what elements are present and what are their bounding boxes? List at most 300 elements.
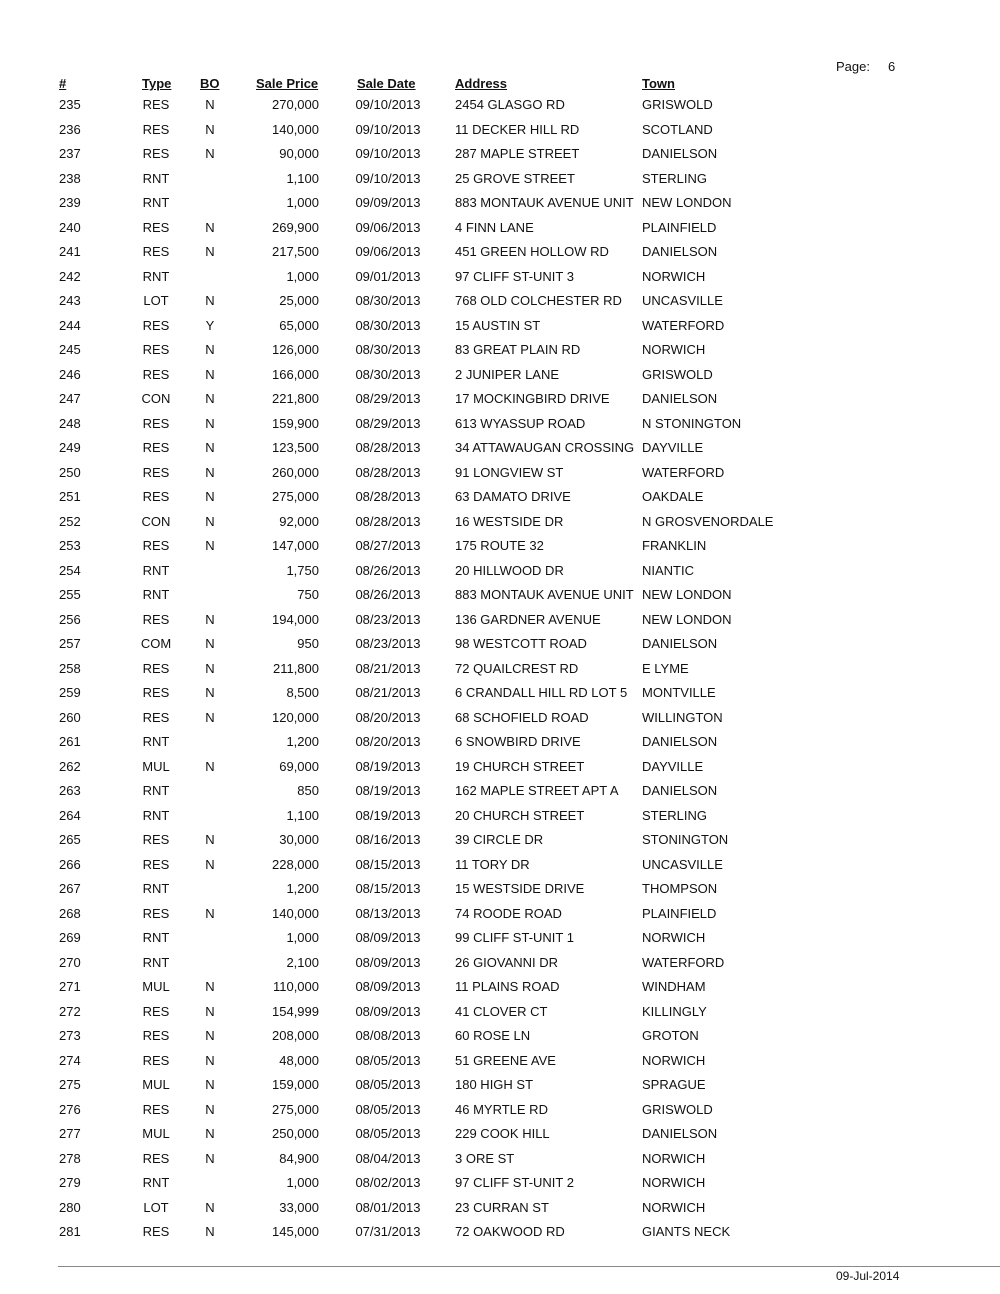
property-type: LOT (143, 1199, 169, 1215)
town: PLAINFIELD (642, 905, 717, 921)
bo-flag: N (205, 832, 215, 847)
table-row (0, 389, 1000, 409)
town: NEW LONDON (642, 587, 732, 602)
address: 15 AUSTIN ST (455, 317, 541, 333)
row-number: 253 (59, 538, 81, 553)
sale-date: 08/30/2013 (355, 293, 421, 308)
property-type: RES (142, 489, 170, 504)
bo-flag: N (205, 366, 215, 382)
sale-date: 08/20/2013 (355, 709, 421, 725)
sale-date: 08/26/2013 (355, 562, 421, 578)
town: NORWICH (642, 930, 706, 945)
sale-date: 08/13/2013 (355, 905, 421, 921)
row-number: 259 (59, 685, 81, 700)
sale-price: 269,900 (272, 219, 319, 235)
town: UNCASVILLE (642, 856, 723, 872)
sale-date: 08/30/2013 (355, 342, 421, 357)
address: 883 MONTAUK AVENUE UNIT (455, 195, 634, 210)
sale-date: 08/04/2013 (355, 1150, 421, 1166)
footer-divider (58, 1266, 1000, 1267)
sale-price: 208,000 (272, 1028, 319, 1043)
table-row (0, 242, 1000, 262)
sale-price: 140,000 (272, 905, 319, 921)
town: SPRAGUE (642, 1077, 706, 1092)
town: STONINGTON (642, 832, 729, 847)
row-number: 257 (59, 636, 81, 651)
table-row (0, 193, 1000, 213)
property-type: RES (142, 146, 170, 161)
row-number: 279 (59, 1175, 81, 1190)
property-type: RES (142, 1101, 170, 1117)
bo-flag: N (205, 97, 215, 112)
row-number: 268 (59, 905, 81, 921)
address: 99 CLIFF ST-UNIT 1 (455, 930, 574, 945)
bo-flag: N (205, 489, 215, 504)
town: GIANTS NECK (642, 1224, 731, 1239)
table-row (0, 585, 1000, 605)
property-type: RNT (142, 170, 170, 186)
sale-date: 08/29/2013 (355, 391, 421, 406)
address: 2454 GLASGO RD (455, 97, 565, 112)
property-type: RES (142, 1052, 170, 1068)
table-row (0, 438, 1000, 458)
sale-price: 110,000 (272, 979, 319, 994)
sale-price: 1,750 (286, 562, 319, 578)
town: E LYME (642, 660, 689, 676)
table-row (0, 757, 1000, 777)
property-type: RES (142, 905, 170, 921)
town: N GROSVENORDALE (642, 513, 774, 529)
bo-flag: N (205, 293, 215, 308)
address: 6 SNOWBIRD DRIVE (455, 734, 581, 749)
sale-date: 09/06/2013 (355, 219, 421, 235)
row-number: 271 (59, 979, 81, 994)
address: 15 WESTSIDE DRIVE (455, 881, 585, 896)
town: DANIELSON (642, 244, 718, 259)
table-row (0, 928, 1000, 948)
property-type: COM (140, 636, 172, 651)
sale-price: 211,800 (272, 660, 319, 676)
town: SCOTLAND (642, 121, 713, 137)
address: 72 QUAILCREST RD (455, 660, 579, 676)
sale-date: 08/02/2013 (355, 1175, 421, 1190)
row-number: 239 (59, 195, 81, 210)
address: 180 HIGH ST (455, 1077, 534, 1092)
property-type: RES (142, 244, 170, 259)
table-row (0, 267, 1000, 287)
town: DANIELSON (642, 391, 718, 406)
address: 11 PLAINS ROAD (455, 979, 560, 994)
property-type: MUL (142, 1077, 170, 1092)
sale-date: 08/05/2013 (355, 1052, 421, 1068)
sale-date: 08/19/2013 (355, 807, 421, 823)
table-row (0, 463, 1000, 483)
table-row (0, 144, 1000, 164)
row-number: 270 (59, 954, 81, 970)
table-row (0, 316, 1000, 336)
sale-date: 08/19/2013 (355, 758, 421, 774)
sale-price: 33,000 (279, 1199, 319, 1215)
sale-price: 8,500 (286, 685, 319, 700)
address: 25 GROVE STREET (455, 170, 575, 186)
address: 74 ROODE ROAD (455, 905, 562, 921)
property-type: RES (142, 538, 170, 553)
sale-price: 1,200 (286, 881, 319, 896)
sale-date: 08/29/2013 (355, 415, 421, 431)
property-type: RES (142, 611, 170, 627)
address: 97 CLIFF ST-UNIT 3 (455, 268, 574, 284)
row-number: 242 (59, 268, 81, 284)
sale-date: 08/28/2013 (355, 513, 421, 529)
row-number: 246 (59, 366, 81, 382)
table-row (0, 781, 1000, 801)
address: 4 FINN LANE (455, 219, 534, 235)
sale-date: 09/09/2013 (355, 195, 421, 210)
town: NORWICH (642, 1150, 706, 1166)
town: DANIELSON (642, 1126, 718, 1141)
town: DANIELSON (642, 734, 718, 749)
property-type: MUL (142, 979, 170, 994)
property-type: RES (142, 440, 170, 455)
row-number: 238 (59, 170, 81, 186)
property-type: RNT (142, 783, 170, 798)
sale-price: 1,000 (286, 1175, 319, 1190)
address: 97 CLIFF ST-UNIT 2 (455, 1175, 574, 1190)
table-row (0, 340, 1000, 360)
bo-flag: N (205, 538, 215, 553)
row-number: 251 (59, 489, 81, 504)
sale-date: 09/10/2013 (355, 97, 421, 112)
row-number: 237 (59, 146, 81, 161)
town: DANIELSON (642, 146, 718, 161)
row-number: 281 (59, 1224, 81, 1239)
bo-flag: N (205, 758, 215, 774)
address: 3 ORE ST (455, 1150, 515, 1166)
table-row (0, 977, 1000, 997)
bo-flag: N (205, 244, 215, 259)
table-row (0, 610, 1000, 630)
address: 17 MOCKINGBIRD DRIVE (455, 391, 610, 406)
sale-date: 08/09/2013 (355, 1003, 421, 1019)
row-number: 275 (59, 1077, 81, 1092)
sale-date: 08/30/2013 (355, 317, 421, 333)
table-row (0, 732, 1000, 752)
table-row (0, 95, 1000, 115)
bo-flag: Y (205, 317, 215, 333)
sale-price: 69,000 (279, 758, 319, 774)
property-type: RES (142, 342, 170, 357)
address: 613 WYASSUP ROAD (455, 415, 586, 431)
property-type: RNT (142, 734, 170, 749)
sale-price: 84,900 (279, 1150, 319, 1166)
row-number: 261 (59, 734, 81, 749)
address: 60 ROSE LN (455, 1028, 531, 1043)
property-type: RES (142, 317, 170, 333)
town: STERLING (642, 170, 708, 186)
row-number: 274 (59, 1052, 81, 1068)
row-number: 258 (59, 660, 81, 676)
town: GRISWOLD (642, 97, 713, 112)
table-row (0, 169, 1000, 189)
town: DANIELSON (642, 636, 718, 651)
sale-date: 08/15/2013 (355, 856, 421, 872)
town: GRISWOLD (642, 1101, 713, 1117)
bo-flag: N (205, 709, 215, 725)
address: 83 GREAT PLAIN RD (455, 342, 581, 357)
property-type: RNT (142, 881, 170, 896)
property-type: RES (142, 660, 170, 676)
bo-flag: N (205, 611, 215, 627)
address: 34 ATTAWAUGAN CROSSING (455, 440, 635, 455)
property-type: RES (142, 1224, 170, 1239)
address: 91 LONGVIEW ST (455, 464, 564, 480)
sale-date: 08/21/2013 (355, 685, 421, 700)
town: DANIELSON (642, 783, 718, 798)
row-number: 254 (59, 562, 81, 578)
address: 229 COOK HILL (455, 1126, 550, 1141)
sale-date: 08/05/2013 (355, 1101, 421, 1117)
bo-flag: N (205, 440, 215, 455)
row-number: 267 (59, 881, 81, 896)
bo-flag: N (205, 342, 215, 357)
property-type: MUL (142, 1126, 170, 1141)
property-type: RNT (142, 268, 170, 284)
bo-flag: N (205, 513, 215, 529)
sale-date: 09/10/2013 (355, 170, 421, 186)
sale-price: 1,100 (286, 170, 319, 186)
address: 883 MONTAUK AVENUE UNIT (455, 587, 634, 602)
property-type: LOT (143, 293, 169, 308)
sale-date: 09/01/2013 (355, 268, 421, 284)
address: 287 MAPLE STREET (455, 146, 580, 161)
sale-date: 07/31/2013 (355, 1224, 421, 1239)
address: 451 GREEN HOLLOW RD (455, 244, 609, 259)
table-row (0, 634, 1000, 654)
property-type: RES (142, 685, 170, 700)
town: WATERFORD (642, 464, 725, 480)
row-number: 244 (59, 317, 81, 333)
row-number: 273 (59, 1028, 81, 1043)
sale-price: 260,000 (272, 464, 319, 480)
table-row (0, 1051, 1000, 1071)
row-number: 280 (59, 1199, 81, 1215)
sale-date: 08/21/2013 (355, 660, 421, 676)
row-number: 252 (59, 513, 81, 529)
page-label: Page: (836, 59, 870, 74)
sale-price: 270,000 (272, 97, 319, 112)
sale-price: 1,200 (286, 734, 319, 749)
header-bo: BO (200, 76, 220, 91)
table-row (0, 365, 1000, 385)
address: 2 JUNIPER LANE (455, 366, 560, 382)
bo-flag: N (205, 1224, 215, 1239)
bo-flag: N (205, 905, 215, 921)
footer-date: 09-Jul-2014 (836, 1269, 900, 1283)
property-type: RES (142, 415, 170, 431)
table-row (0, 659, 1000, 679)
row-number: 240 (59, 219, 81, 235)
sale-date: 08/23/2013 (355, 636, 421, 651)
row-number: 235 (59, 97, 81, 112)
sale-price: 250,000 (272, 1126, 319, 1141)
sale-price: 140,000 (272, 121, 319, 137)
sale-date: 08/30/2013 (355, 366, 421, 382)
town: GROTON (642, 1028, 699, 1043)
header-town: Town (642, 76, 675, 91)
bo-flag: N (205, 856, 215, 872)
table-row (0, 1149, 1000, 1169)
address: 98 WESTCOTT ROAD (455, 636, 587, 651)
table-row (0, 708, 1000, 728)
address: 768 OLD COLCHESTER RD (455, 293, 622, 308)
address: 6 CRANDALL HILL RD LOT 5 (455, 685, 628, 700)
sale-price: 126,000 (272, 342, 319, 357)
town: WINDHAM (642, 979, 706, 994)
row-number: 249 (59, 440, 81, 455)
row-number: 243 (59, 293, 81, 308)
sale-price: 48,000 (279, 1052, 319, 1068)
row-number: 250 (59, 464, 81, 480)
sale-price: 1,100 (286, 807, 319, 823)
sale-price: 154,999 (272, 1003, 319, 1019)
table-row (0, 1198, 1000, 1218)
sale-price: 25,000 (279, 293, 319, 308)
sale-price: 950 (297, 636, 319, 651)
row-number: 276 (59, 1101, 81, 1117)
sale-date: 08/16/2013 (355, 832, 421, 847)
sale-date: 09/06/2013 (355, 244, 421, 259)
row-number: 278 (59, 1150, 81, 1166)
row-number: 256 (59, 611, 81, 627)
property-type: RES (142, 1003, 170, 1019)
property-type: RES (142, 219, 170, 235)
table-row (0, 561, 1000, 581)
sale-price: 850 (297, 783, 319, 798)
address: 51 GREENE AVE (455, 1052, 556, 1068)
address: 175 ROUTE 32 (455, 538, 544, 553)
sale-date: 08/09/2013 (355, 930, 421, 945)
table-row (0, 291, 1000, 311)
address: 20 HILLWOOD DR (455, 562, 564, 578)
table-row (0, 1002, 1000, 1022)
town: MONTVILLE (642, 685, 716, 700)
table-row (0, 536, 1000, 556)
sale-price: 1,000 (286, 268, 319, 284)
town: FRANKLIN (642, 538, 707, 553)
sale-price: 1,000 (286, 195, 319, 210)
sale-date: 08/15/2013 (355, 881, 421, 896)
row-number: 236 (59, 121, 81, 137)
town: KILLINGLY (642, 1003, 707, 1019)
property-type: RES (142, 856, 170, 872)
address: 162 MAPLE STREET APT A (455, 783, 619, 798)
table-row (0, 830, 1000, 850)
sale-price: 92,000 (279, 513, 319, 529)
sale-date: 08/27/2013 (355, 538, 421, 553)
town: NORWICH (642, 268, 706, 284)
bo-flag: N (205, 1003, 215, 1019)
sale-price: 90,000 (279, 146, 319, 161)
bo-flag: N (205, 391, 215, 406)
sale-date: 09/10/2013 (355, 146, 421, 161)
bo-flag: N (205, 1028, 215, 1043)
address: 63 DAMATO DRIVE (455, 489, 571, 504)
sale-date: 08/28/2013 (355, 464, 421, 480)
property-type: RES (142, 832, 170, 847)
sale-price: 1,000 (286, 930, 319, 945)
property-type: RNT (142, 587, 170, 602)
town: DAYVILLE (642, 758, 704, 774)
town: WILLINGTON (642, 709, 723, 725)
bo-flag: N (205, 1101, 215, 1117)
sale-date: 08/28/2013 (355, 440, 421, 455)
property-type: CON (141, 513, 171, 529)
table-row (0, 218, 1000, 238)
table-row (0, 806, 1000, 826)
sale-price: 147,000 (272, 538, 319, 553)
property-type: RES (142, 1150, 170, 1166)
address: 23 CURRAN ST (455, 1199, 549, 1215)
town: NIANTIC (642, 562, 694, 578)
property-type: RES (142, 464, 170, 480)
row-number: 245 (59, 342, 81, 357)
town: NEW LONDON (642, 611, 732, 627)
sale-date: 08/23/2013 (355, 611, 421, 627)
bo-flag: N (205, 219, 215, 235)
property-type: RNT (142, 562, 170, 578)
table-row (0, 487, 1000, 507)
town: NEW LONDON (642, 195, 732, 210)
property-type: RES (142, 1028, 170, 1043)
town: NORWICH (642, 1175, 706, 1190)
header-type: Type (142, 76, 172, 91)
table-row (0, 1100, 1000, 1120)
sale-date: 08/05/2013 (355, 1126, 421, 1141)
bo-flag: N (205, 121, 215, 137)
bo-flag: N (205, 464, 215, 480)
sale-date: 08/05/2013 (355, 1077, 421, 1092)
sale-date: 08/26/2013 (355, 587, 421, 602)
table-row (0, 1124, 1000, 1144)
sale-date: 08/01/2013 (355, 1199, 421, 1215)
bo-flag: N (205, 146, 215, 161)
address: 46 MYRTLE RD (455, 1101, 548, 1117)
bo-flag: N (205, 1199, 215, 1215)
row-number: 262 (59, 758, 81, 774)
address: 41 CLOVER CT (455, 1003, 548, 1019)
property-type: RNT (142, 954, 170, 970)
row-number: 277 (59, 1126, 81, 1141)
property-type: RES (142, 121, 170, 137)
property-type: RES (142, 709, 170, 725)
address: 136 GARDNER AVENUE (455, 611, 601, 627)
table-row (0, 953, 1000, 973)
row-number: 247 (59, 391, 81, 406)
table-row (0, 683, 1000, 703)
property-type: RNT (142, 807, 170, 823)
bo-flag: N (205, 1126, 215, 1141)
sale-price: 166,000 (272, 366, 319, 382)
property-type: RES (142, 366, 170, 382)
sale-date: 08/19/2013 (355, 783, 421, 798)
town: NORWICH (642, 342, 706, 357)
town: NORWICH (642, 1052, 706, 1068)
bo-flag: N (205, 660, 215, 676)
property-type: CON (141, 391, 171, 406)
sale-price: 217,500 (272, 244, 319, 259)
town: WATERFORD (642, 954, 725, 970)
header-num: # (59, 76, 67, 91)
